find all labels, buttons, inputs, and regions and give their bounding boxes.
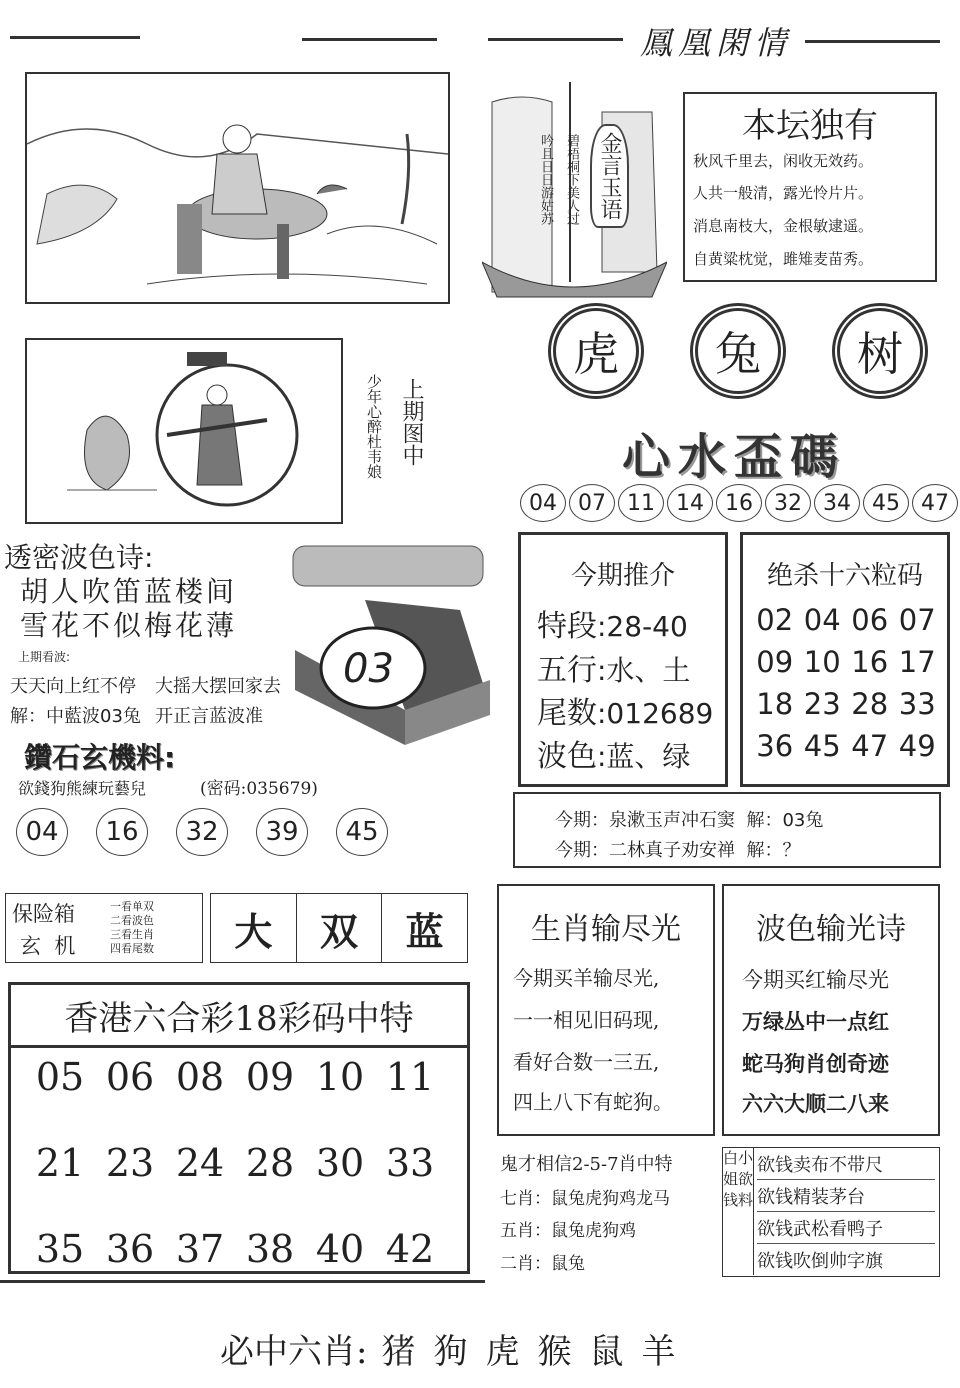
zodiac-circle-tree: 树: [832, 303, 928, 399]
hk-number: 40: [315, 1227, 365, 1271]
ship-illustration: [482, 72, 667, 300]
kill-title: 绝杀十六粒码: [766, 561, 923, 591]
recommend-label: 波色: [537, 739, 597, 774]
kill-number: 09: [756, 645, 794, 679]
diamond-title: 鑽石玄機料:: [24, 741, 176, 774]
header-rule-right-a: [488, 38, 623, 41]
diamond-number: 45: [336, 808, 388, 856]
rider-drawing: [27, 74, 448, 302]
footer-six-zodiacs: [220, 1324, 675, 1373]
kill-box: [740, 532, 950, 787]
hk-number: 37: [175, 1227, 225, 1271]
hk-number: 08: [175, 1055, 225, 1099]
heart-number-row: [520, 484, 958, 522]
color-lose-line: 万绿丛中一点红: [742, 1010, 889, 1034]
kill-number: 04: [803, 603, 841, 637]
zodiac-lose-line: 看好合数一三五,: [513, 1050, 660, 1074]
exclusive-title: 本坛独有: [742, 106, 878, 146]
recommend-value: :012689: [597, 697, 714, 730]
footer-zodiac: 猴: [537, 1332, 572, 1372]
kill-number: 45: [803, 729, 841, 763]
riddle-box: [513, 792, 941, 868]
moon-figure-drawing: [27, 340, 341, 522]
kill-number: 23: [803, 687, 841, 721]
hk-number: 05: [35, 1055, 85, 1099]
zodiac-lose-line: 一一相见旧码现,: [513, 1008, 660, 1032]
recommend-label: 特段: [537, 609, 597, 644]
hk-number: 06: [105, 1055, 155, 1099]
ghost-title: 鬼才相信2-5-7肖中特: [500, 1154, 673, 1175]
color-lose-line: 六六大顺二八来: [742, 1092, 889, 1116]
hk-bottom-rule: [0, 1280, 485, 1283]
diamond-number: 04: [16, 808, 68, 856]
diamond-number-row: [16, 808, 388, 856]
miss-line: 欲钱吹倒帅字旗: [757, 1251, 883, 1272]
footer-label: 必中六肖:: [220, 1332, 368, 1372]
hk-number-grid: [25, 1055, 445, 1271]
poem-title: 透密波色诗:: [4, 541, 154, 574]
diamond-number: 16: [96, 808, 148, 856]
poem-last-line-2b: 开正言蓝波准: [155, 706, 263, 727]
hk-number: 28: [245, 1141, 295, 1185]
recommend-row: [537, 731, 690, 775]
riddle-line-2: 今期：二林真子劝安禅 解：？: [555, 840, 801, 861]
miss-line: 欲钱卖布不带尺: [757, 1151, 935, 1180]
safe-hint: 三看生肖: [110, 928, 154, 941]
exclusive-line-3: 消息南枝大，金根敏逮遥。: [693, 217, 874, 235]
diamond-number: 32: [176, 808, 228, 856]
heart-number: 16: [716, 484, 762, 522]
heart-number: 45: [863, 484, 909, 522]
safe-hint: 二看波色: [110, 914, 154, 927]
miss-line: 欲钱武松看鸭子: [757, 1215, 935, 1244]
recommend-value: :28-40: [597, 610, 688, 643]
hk-title: 香港六合彩18彩码中特: [11, 985, 467, 1048]
poem-line-2: 雪花不似梅花薄: [20, 609, 238, 642]
hk-numbers-box: [8, 982, 470, 1274]
miss-side-label: 白小姐欲钱料: [723, 1148, 754, 1275]
ship-line-2: 吟且日日游姑苏: [538, 134, 553, 225]
header-rule-left: [10, 36, 140, 39]
heart-number: 32: [765, 484, 811, 522]
rider-illustration: [25, 72, 450, 304]
header-rule-middle: [302, 38, 437, 41]
kill-number: 18: [756, 687, 794, 721]
recommend-label: 尾数: [537, 696, 597, 731]
zodiac-lose-line: 四上八下有蛇狗。: [513, 1090, 673, 1114]
kill-grid: [751, 603, 941, 763]
footer-zodiac: 狗: [433, 1332, 468, 1372]
zodiac-lose-title: 生肖输尽光: [531, 912, 681, 947]
hk-number: 09: [245, 1055, 295, 1099]
zodiac-lose-line: 今期买羊输尽光,: [513, 966, 660, 990]
kill-number: 07: [898, 603, 936, 637]
hk-number: 11: [385, 1055, 435, 1099]
poem-last-label: 上期看波:: [18, 650, 71, 664]
heart-number: 14: [667, 484, 713, 522]
diamond-number: 39: [256, 808, 308, 856]
recommend-row: [537, 645, 690, 689]
color-lose-line: 今期买红输尽光: [742, 968, 889, 992]
footer-zodiac: 猪: [381, 1332, 416, 1372]
heart-number: 47: [912, 484, 958, 522]
kill-number: 28: [851, 687, 889, 721]
ghost-line: 五肖：鼠兔虎狗鸡: [500, 1221, 636, 1241]
kill-number: 49: [898, 729, 936, 763]
kill-number: 33: [898, 687, 936, 721]
exclusive-line-1: 秋风千里去，闲收无效药。: [693, 152, 874, 170]
riddle-line-1: 今期：泉漱玉声冲石窦 解：03兔: [555, 810, 824, 831]
safe-answer: 双: [297, 894, 383, 962]
poem-last-line-1a: 天天向上红不停: [10, 676, 136, 697]
treasure-box-number: 03: [343, 646, 394, 692]
miss-line: 欲钱精装茅台: [757, 1183, 935, 1212]
safe-box: [5, 893, 203, 963]
last-period-illustration: [25, 338, 343, 524]
footer-zodiac: 鼠: [589, 1332, 624, 1372]
ghost-line: 二肖：鼠兔: [500, 1254, 585, 1274]
poem-last-line-2a: 解：中藍波03兔: [10, 706, 141, 727]
treasure-box-illustration: [285, 540, 500, 750]
hk-number: 38: [245, 1227, 295, 1271]
kill-number: 02: [756, 603, 794, 637]
safe-label-1: 保险箱: [12, 902, 75, 926]
recommend-row: [537, 688, 713, 732]
kill-number: 10: [803, 645, 841, 679]
header-rule-right-b: [805, 40, 940, 43]
poem-line-1: 胡人吹笛蓝楼间: [20, 575, 238, 608]
safe-hint: 四看尾数: [110, 942, 154, 955]
diamond-subtitle: 欲錢狗熊練玩藝兒: [18, 779, 147, 798]
last-period-subtitle: 少年心醉杜韦娘: [365, 374, 383, 479]
safe-answer: 蓝: [405, 908, 444, 954]
exclusive-line-4: 自黄粱枕觉，雎雉麦苗秀。: [693, 250, 874, 268]
hk-number: 10: [315, 1055, 365, 1099]
heart-number: 04: [520, 484, 566, 522]
exclusive-box: [683, 92, 937, 282]
kill-number: 17: [898, 645, 936, 679]
footer-zodiac: 虎: [485, 1332, 520, 1372]
heart-number: 07: [569, 484, 615, 522]
color-lose-line: 蛇马狗肖创奇迹: [742, 1052, 889, 1076]
heart-number: 34: [814, 484, 860, 522]
safe-answer: 大: [211, 894, 297, 962]
exclusive-line-2: 人共一般清，露光怜片片。: [693, 184, 874, 202]
safe-answers-box: [210, 893, 468, 963]
poem-last-line-1b: 大摇大摆回家去: [155, 676, 281, 697]
recommend-value: :蓝、绿: [597, 740, 691, 773]
hk-number: 36: [105, 1227, 155, 1271]
treasure-box-drawing: [285, 540, 500, 750]
hk-number: 42: [385, 1227, 435, 1271]
safe-hint: 一看单双: [110, 900, 154, 913]
header-title: 鳳凰閑情: [640, 24, 793, 62]
hk-number: 35: [35, 1227, 85, 1271]
color-lose-title: 波色输光诗: [756, 912, 906, 947]
ship-badge: 金言玉语: [590, 124, 629, 228]
zodiac-circle-rabbit: 兔: [690, 303, 786, 399]
ship-line-1: 碧梧桐下美人过: [564, 134, 579, 225]
hk-number: 23: [105, 1141, 155, 1185]
heart-number: 11: [618, 484, 664, 522]
recommend-box: [518, 532, 728, 787]
hk-number: 33: [385, 1141, 435, 1185]
hk-number: 21: [35, 1141, 85, 1185]
kill-number: 06: [851, 603, 889, 637]
recommend-value: :水、土: [597, 654, 691, 687]
kill-number: 16: [851, 645, 889, 679]
hk-number: 24: [175, 1141, 225, 1185]
heart-title: 心水盃碼: [622, 429, 847, 485]
zodiac-lose-box: [497, 884, 715, 1136]
recommend-title: 今期推介: [570, 561, 675, 591]
color-lose-box: [722, 884, 940, 1136]
ghost-line: 七肖：鼠兔虎狗鸡龙马: [500, 1189, 670, 1209]
footer-zodiac: 羊: [641, 1332, 676, 1372]
recommend-label: 五行: [537, 653, 597, 688]
hk-number: 30: [315, 1141, 365, 1185]
safe-label-2: 玄 机: [20, 934, 76, 958]
recommend-row: [537, 601, 688, 645]
zodiac-circle-tiger: 虎: [548, 303, 644, 399]
kill-number: 36: [756, 729, 794, 763]
last-period-title: 上期图中: [399, 378, 424, 466]
kill-number: 47: [851, 729, 889, 763]
miss-box: [722, 1147, 940, 1277]
diamond-password: (密码:035679): [200, 779, 318, 799]
safe-hints: [110, 900, 154, 956]
